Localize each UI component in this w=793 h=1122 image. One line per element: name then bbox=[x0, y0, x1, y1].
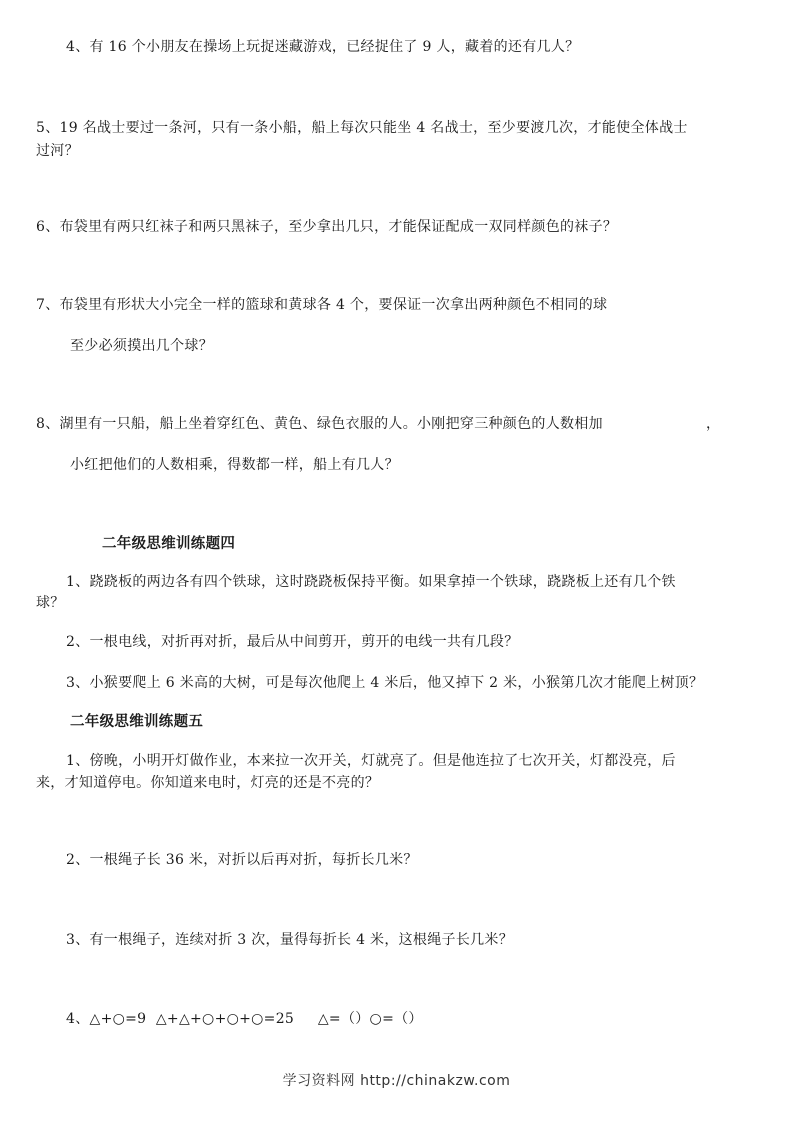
question-4: 4、有 16 个小朋友在操场上玩捉迷藏游戏，已经捉住了 9 人，藏着的还有几人？ bbox=[66, 39, 580, 55]
section-4-title: 二年级思维训练题四 bbox=[102, 536, 236, 552]
question-8-comma: ， bbox=[706, 416, 721, 432]
section-4-question-2: 2、一根电线，对折再对折，最后从中间剪开，剪开的电线一共有几段？ bbox=[66, 634, 519, 650]
question-5-line-1: 5、19 名战士要过一条河，只有一条小船，船上每次只能坐 4 名战士，至少要渡几次，才能使全体战士 bbox=[36, 120, 688, 136]
section-4-question-1-line-2: 球？ bbox=[36, 595, 65, 611]
section-5-question-3: 3、有一根绳子，连续对折 3 次，量得每折长 4 米，这根绳子长几米？ bbox=[66, 932, 514, 948]
footer-website: 学习资料网 http://chinakzw.com bbox=[282, 1073, 511, 1089]
section-4-question-1-line-1: 1、跷跷板的两边各有四个铁球，这时跷跷板保持平衡。如果拿掉一个铁球，跷跷板上还有几个铁 bbox=[66, 574, 676, 590]
section-5-question-1-line-1: 1、傍晚，小明开灯做作业，本来拉一次开关，灯就亮了。但是他连拉了七次开关，灯都没亮，后 bbox=[66, 753, 676, 769]
question-8-line-1: 8、湖里有一只船，船上坐着穿红色、黄色、绿色衣服的人。小刚把穿三种颜色的人数相加 bbox=[36, 416, 603, 432]
question-5-line-2: 过河？ bbox=[36, 143, 79, 159]
question-7-line-2: 至少必须摸出几个球？ bbox=[70, 338, 213, 354]
section-4-question-3: 3、小猴要爬上 6 米高的大树，可是每次他爬上 4 米后，他又掉下 2 米，小猴第几次才能爬上树顶？ bbox=[66, 675, 704, 691]
question-7-line-1: 7、布袋里有形状大小完全一样的篮球和黄球各 4 个，要保证一次拿出两种颜色不相同的球 bbox=[36, 297, 608, 313]
section-5-question-4: 4、△+○=9 △+△+○+○+○=25 △=（）○=（） bbox=[66, 1011, 423, 1027]
question-8-line-2: 小红把他们的人数相乘，得数都一样，船上有几人？ bbox=[70, 457, 399, 473]
section-5-question-2: 2、一根绳子长 36 米，对折以后再对折，每折长几米？ bbox=[66, 852, 418, 868]
section-5-title: 二年级思维训练题五 bbox=[70, 714, 204, 730]
question-6: 6、布袋里有两只红袜子和两只黑袜子，至少拿出几只，才能保证配成一双同样颜色的袜子？ bbox=[36, 219, 618, 235]
section-5-question-1-line-2: 来，才知道停电。你知道来电时，灯亮的还是不亮的？ bbox=[36, 775, 380, 791]
